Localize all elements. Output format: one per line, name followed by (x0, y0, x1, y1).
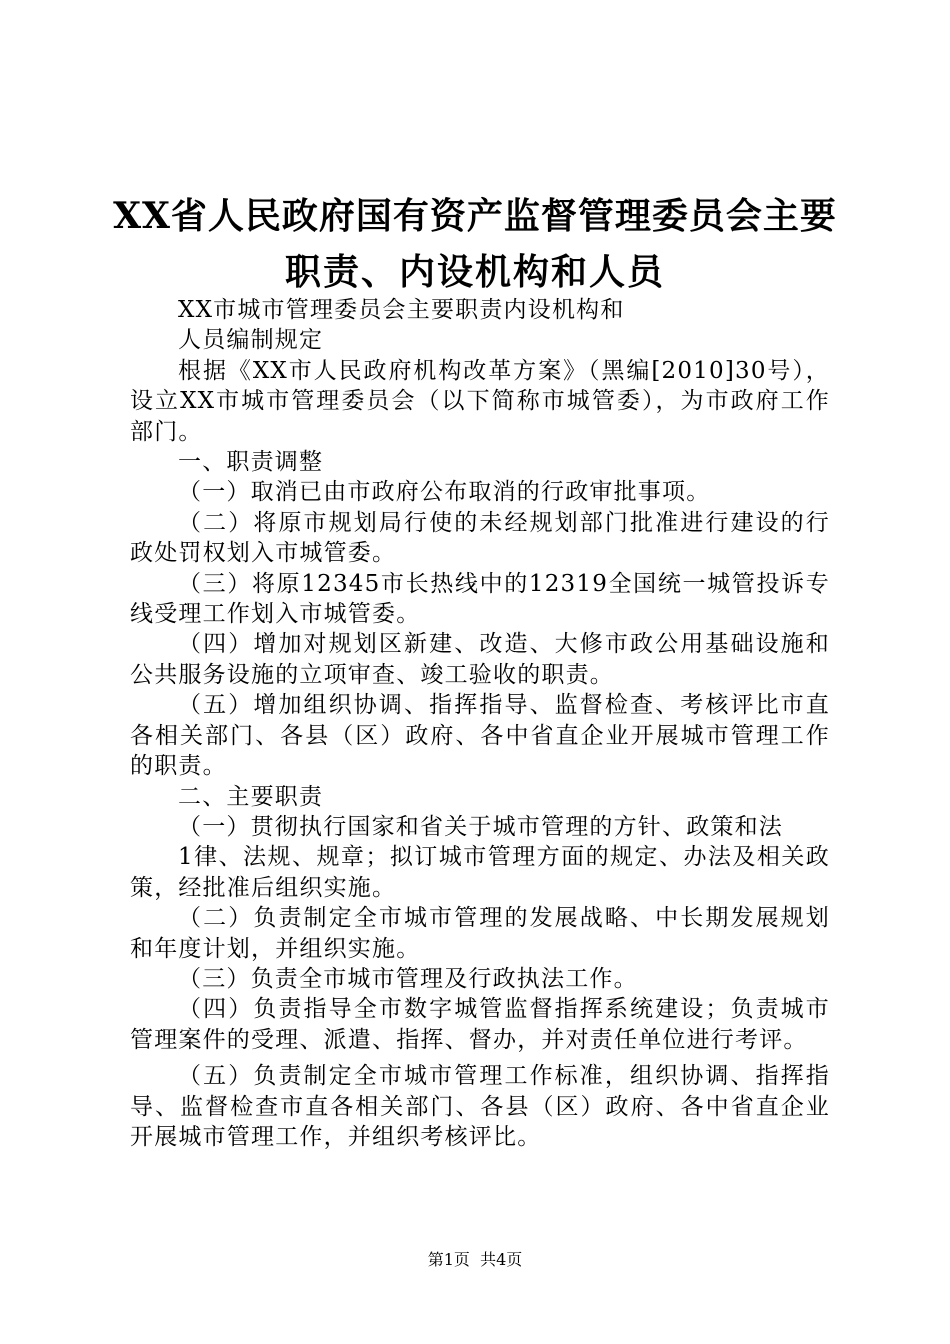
paragraph: （一）贯彻执行国家和省关于城市管理的方针、政策和法 (178, 813, 783, 840)
paragraph: （三）负责全市城市管理及行政执法工作。 (178, 965, 638, 992)
section-heading: 一、职责调整 (178, 449, 324, 476)
paragraph: （一）取消已由市政府公布取消的行政审批事项。 (178, 479, 711, 506)
paragraph: （二）将原市规划局行使的未经规划部门批准进行建设的行政处罚权划入市城管委。 (130, 509, 830, 567)
paragraph: 1律、法规、规章；拟订城市管理方面的规定、办法及相关政策，经批准后组织实施。 (130, 844, 830, 901)
section-heading: 二、主要职责 (178, 783, 324, 810)
paragraph: 根据《XX市人民政府机构改革方案》（黑编[2010]30号），设立XX市城市管理委员会（以下简称市城管委），为市政府工作部门。 (130, 357, 830, 445)
paragraph: XX市城市管理委员会主要职责内设机构和 (178, 297, 625, 323)
paragraph: （五）增加组织协调、指挥指导、监督检查、考核评比市直各相关部门、各县（区）政府、各中省直企业开展城市管理工作的职责。 (130, 692, 830, 780)
paragraph: 人员编制规定 (178, 327, 324, 354)
paragraph: （五）负责制定全市城市管理工作标准，组织协调、指挥指导、监督检查市直各相关部门、各县（区）政府、各中省直企业开展城市管理工作，并组织考核评比。 (130, 1063, 830, 1150)
document-title-line-2: 职责、内设机构和人员 (284, 251, 665, 293)
paragraph: （二）负责制定全市城市管理的发展战略、中长期发展规划和年度计划，并组织实施。 (130, 905, 830, 962)
paragraph: （四）负责指导全市数字城管监督指挥系统建设；负责城市管理案件的受理、派遣、指挥、督办，并对责任单位进行考评。 (130, 996, 830, 1053)
page-footer: 第1页 共4页 (427, 1250, 523, 1269)
document-body (130, 295, 830, 1152)
document-title-line-1: XX省人民政府国有资产监督管理委员会主要 (113, 195, 837, 237)
paragraph: （三）将原12345市长热线中的12319全国统一城管投诉专线受理工作划入市城管委。 (130, 570, 830, 628)
paragraph: （四）增加对规划区新建、改造、大修市政公用基础设施和公共服务设施的立项审查、竣工验收的职责。 (130, 631, 830, 688)
